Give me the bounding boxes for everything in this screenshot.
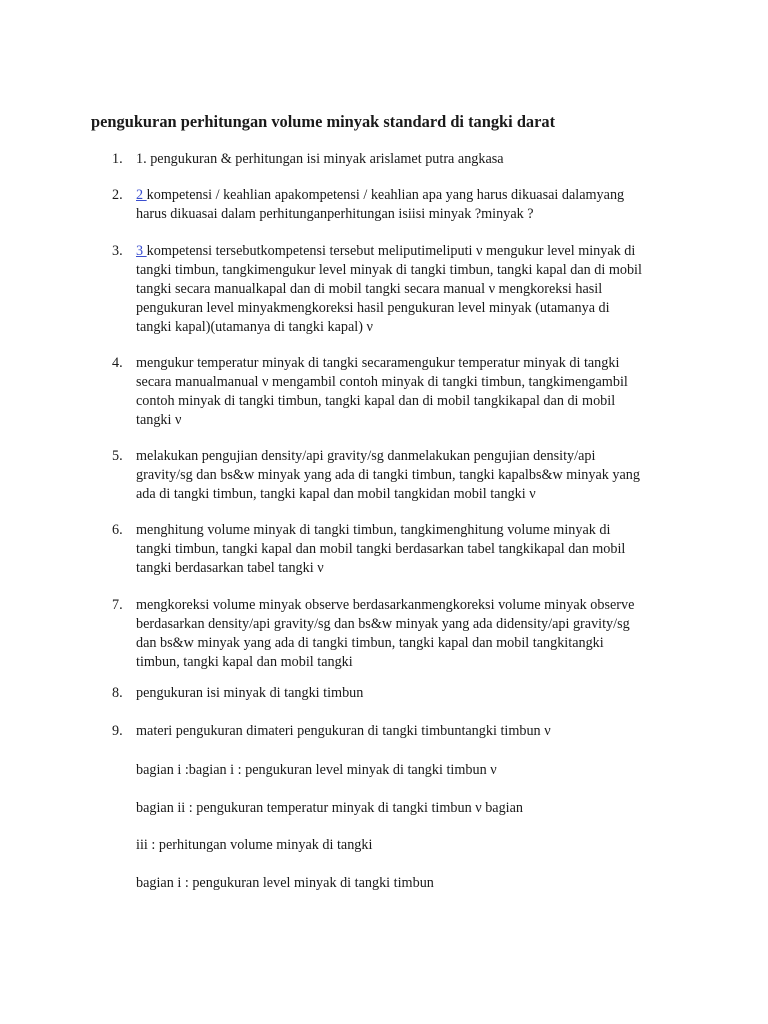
list-item-text [136,242,635,261]
list-item-text: mengkoreksi volume minyak observe berdasarkanmengkoreksi volume minyak observe [136,597,635,613]
item-link[interactable]: 3 [136,243,147,259]
list-item-text: ada di tangki timbun, tangki kapal dan mobil tangkidan mobil tangki ν [136,486,536,502]
list-item-text: secara manualmanual ν mengambil contoh minyak di tangki timbun, tangkimengambil [136,374,628,390]
list-item-text [136,186,624,205]
list-item-text: melakukan pengujian density/api gravity/sg danmelakukan pengujian density/api [136,448,596,464]
list-item-text: materi pengukuran dimateri pengukuran di tangki timbuntangki timbun ν [136,723,551,739]
list-item-text: 1. pengukuran & perhitungan isi minyak arislamet putra angkasa [136,151,504,167]
list-number: 3. [112,243,123,259]
paragraph-bagian-i-repeat: bagian i : pengukuran level minyak di tangki timbun [136,875,434,891]
list-number: 6. [112,522,123,538]
paragraph-bagian-ii: bagian ii : pengukuran temperatur minyak di tangki timbun ν bagian [136,800,524,816]
paragraph-bagian-i: bagian i :bagian i : pengukuran level minyak di tangki timbun ν [136,762,497,778]
list-item-text: timbun, tangki kapal dan mobil tangki [136,654,353,670]
list-number: 1. [112,151,123,167]
list-item-text: tangki kapal)(utamanya di tangki kapal) ν [136,319,373,335]
list-item-text: contoh minyak di tangki timbun, tangki kapal dan di mobil tangkikapal dan di mobil [136,393,616,409]
list-item-text: menghitung volume minyak di tangki timbun, tangkimenghitung volume minyak di [136,522,611,538]
list-item-text-rest: kompetensi / keahlian apakompetensi / keahlian apa yang harus dikuasai dalamyang [146,187,625,203]
list-item-text: berdasarkan density/api gravity/sg dan bs&w minyak yang ada didensity/api gravity/sg [136,616,630,632]
list-number: 9. [112,723,123,739]
list-item-text: dan bs&w minyak yang ada di tangki timbun, tangki kapal dan mobil tangkitangki [136,635,604,651]
list-item-text-rest: kompetensi tersebutkompetensi tersebut meliputimeliputi ν mengukur level minyak di [146,243,636,259]
list-item-text: gravity/sg dan bs&w minyak yang ada di tangki timbun, tangki kapalbs&w minyak yang [136,467,640,483]
list-item-text: tangki ν [136,412,182,428]
list-number: 5. [112,448,123,464]
paragraph-bagian-iii: iii : perhitungan volume minyak di tangki [136,837,373,853]
list-item-text: tangki secara manualkapal dan di mobil tangki secara manual ν mengkoreksi hasil [136,281,603,297]
list-item-text: harus dikuasai dalam perhitunganperhitungan isiisi minyak ?minyak ? [136,206,534,222]
list-number: 7. [112,597,123,613]
item-link[interactable]: 2 [136,187,147,203]
list-item-text: pengukuran isi minyak di tangki timbun [136,685,364,701]
list-item-text: tangki timbun, tangkimengukur level minyak di tangki timbun, tangki kapal dan di mobil [136,262,642,278]
document-title: pengukuran perhitungan volume minyak standard di tangki darat [91,112,556,131]
list-number: 8. [112,685,123,701]
list-item-text: tangki berdasarkan tabel tangki ν [136,560,324,576]
list-number: 4. [112,355,123,371]
list-item-text: mengukur temperatur minyak di tangki secaramengukur temperatur minyak di tangki [136,355,620,371]
list-item-text: pengukuran level minyakmengkoreksi hasil pengukuran level minyak (utamanya di [136,300,610,316]
list-item-text: tangki timbun, tangki kapal dan mobil tangki berdasarkan tabel tangkikapal dan mobil [136,541,626,557]
list-number: 2. [112,187,123,203]
